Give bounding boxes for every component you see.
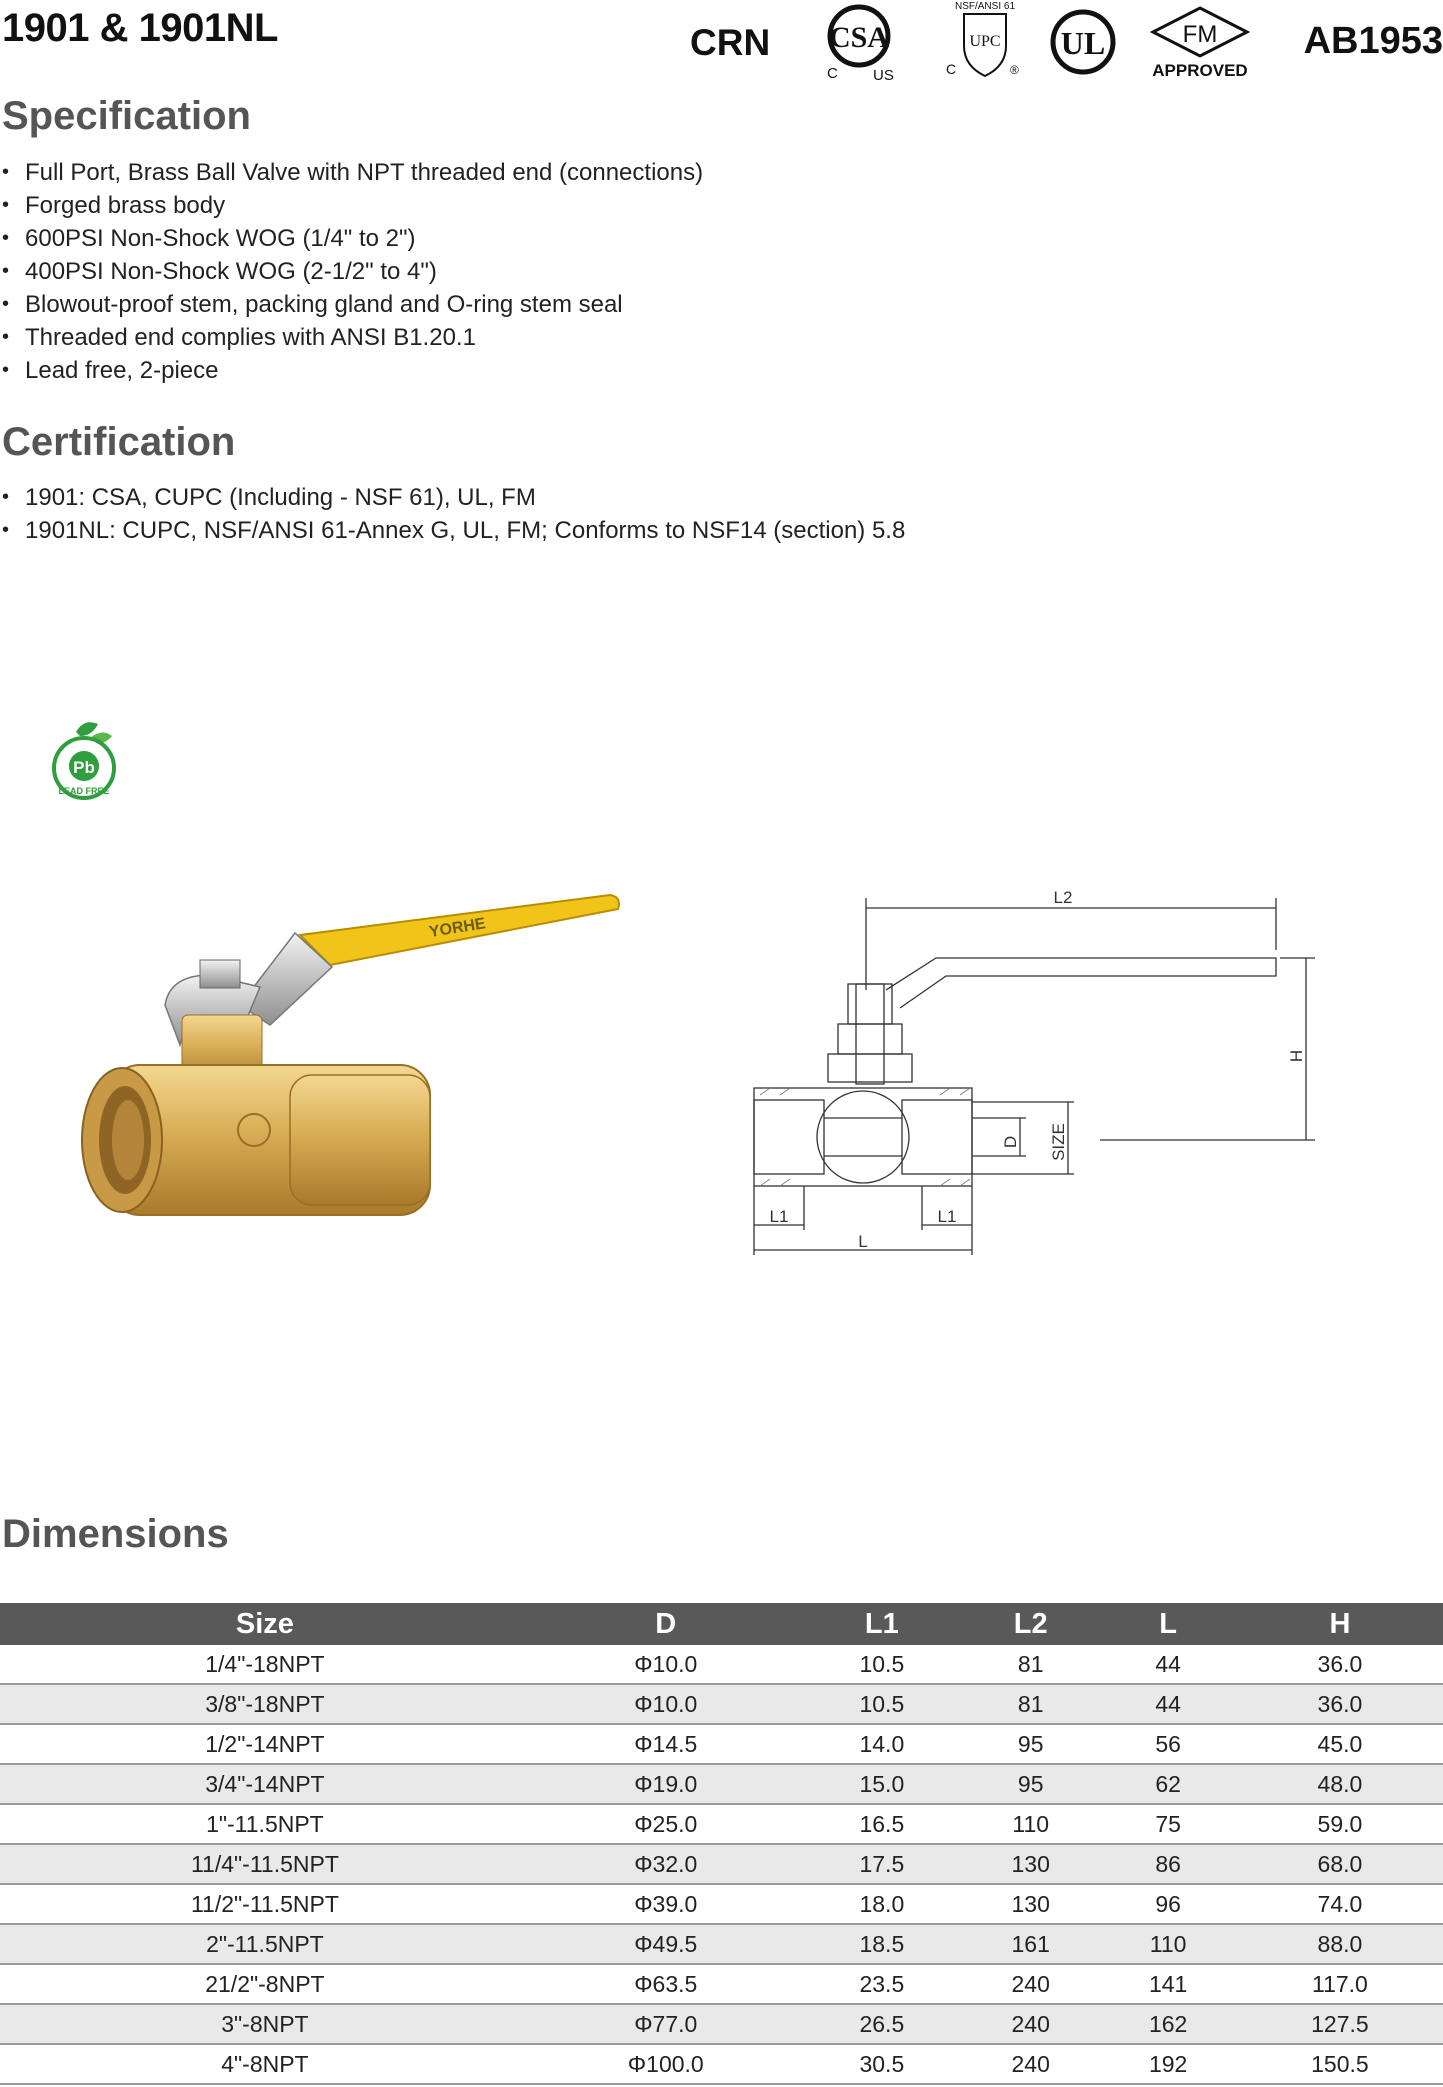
table-cell: 3/4"-14NPT: [0, 1764, 530, 1804]
table-cell: 10.5: [802, 1645, 962, 1684]
upc-c-label: C: [946, 61, 957, 77]
table-cell: 14.0: [802, 1724, 962, 1764]
column-header: L1: [802, 1603, 962, 1645]
fm-approved-logo-icon: [1145, 0, 1255, 85]
table-row: [0, 2004, 1443, 2044]
table-cell: 68.0: [1237, 1844, 1443, 1884]
certification-heading: Certification: [2, 420, 236, 464]
upc-r-label: ®: [1010, 63, 1019, 77]
table-cell: 62: [1099, 1764, 1236, 1804]
list-item: • Forged brass body: [0, 189, 703, 222]
table-cell: 1"-11.5NPT: [0, 1804, 530, 1844]
table-cell: 130: [962, 1844, 1099, 1884]
table-cell: 95: [962, 1724, 1099, 1764]
table-cell: 88.0: [1237, 1924, 1443, 1964]
table-cell: 1/2"-14NPT: [0, 1724, 530, 1764]
table-row: [0, 1964, 1443, 2004]
ul-logo-icon: [1045, 0, 1125, 85]
table-cell: 48.0: [1237, 1764, 1443, 1804]
crn-logo: CRN: [690, 22, 771, 63]
lead-free-text: LEAD FREE: [58, 786, 110, 796]
table-cell: 56: [1099, 1724, 1236, 1764]
table-cell: 130: [962, 1884, 1099, 1924]
table-cell: 192: [1099, 2044, 1236, 2084]
table-cell: 18.5: [802, 1924, 962, 1964]
table-cell: 75: [1099, 1804, 1236, 1844]
column-header: D: [530, 1603, 802, 1645]
table-cell: 17.5: [802, 1844, 962, 1884]
list-item: • 1901NL: CUPC, NSF/ANSI 61-Annex G, UL, FM; Conforms to NSF14 (section) 5.8: [0, 514, 905, 547]
table-cell: 110: [1099, 1924, 1236, 1964]
list-item: • 600PSI Non-Shock WOG (1/4" to 2"): [0, 222, 703, 255]
csa-c-label: C: [827, 65, 838, 82]
table-cell: 15.0: [802, 1764, 962, 1804]
table-cell: 11/4"-11.5NPT: [0, 1844, 530, 1884]
table-cell: 81: [962, 1684, 1099, 1724]
table-cell: 44: [1099, 1684, 1236, 1724]
table-cell: 81: [962, 1645, 1099, 1684]
table-row: [0, 1724, 1443, 1764]
table-cell: 44: [1099, 1645, 1236, 1684]
table-cell: 10.5: [802, 1684, 962, 1724]
list-item: • Blowout-proof stem, packing gland and O-ring stem seal: [0, 288, 703, 321]
fm-approved-label: APPROVED: [1152, 61, 1248, 80]
lead-free-symbol: Pb: [73, 758, 95, 777]
handle-brand-text: YORHE: [427, 915, 487, 941]
table-cell: 59.0: [1237, 1804, 1443, 1844]
drawing-label-h: H: [1287, 1049, 1306, 1063]
ul-logo-text: UL: [1060, 25, 1106, 61]
table-cell: 2"-11.5NPT: [0, 1924, 530, 1964]
table-cell: 127.5: [1237, 2004, 1443, 2044]
table-cell: 117.0: [1237, 1964, 1443, 2004]
column-header: Size: [0, 1603, 530, 1645]
csa-logo-icon: [823, 0, 903, 85]
lead-free-badge-icon: [46, 720, 126, 805]
table-cell: 21/2"-8NPT: [0, 1964, 530, 2004]
table-cell: Φ32.0: [530, 1844, 802, 1884]
table-cell: 1/4"-18NPT: [0, 1645, 530, 1684]
list-item: • Lead free, 2-piece: [0, 354, 703, 387]
ball-valve-photo-icon: [70, 875, 630, 1235]
table-cell: 240: [962, 2044, 1099, 2084]
table-row: [0, 1844, 1443, 1884]
table-cell: 141: [1099, 1964, 1236, 2004]
table-cell: 86: [1099, 1844, 1236, 1884]
table-cell: 30.5: [802, 2044, 962, 2084]
table-cell: 36.0: [1237, 1684, 1443, 1724]
table-cell: Φ19.0: [530, 1764, 802, 1804]
specification-list: [0, 156, 703, 387]
table-cell: 45.0: [1237, 1724, 1443, 1764]
table-cell: Φ63.5: [530, 1964, 802, 2004]
table-cell: Φ39.0: [530, 1884, 802, 1924]
table-cell: 3/8"-18NPT: [0, 1684, 530, 1724]
dimensions-heading: Dimensions: [2, 1512, 229, 1556]
dimensions-table: [0, 1603, 1443, 2085]
drawing-label-d: D: [1001, 1135, 1020, 1149]
certification-list: [0, 481, 905, 547]
column-header: H: [1237, 1603, 1443, 1645]
table-cell: 26.5: [802, 2004, 962, 2044]
table-cell: 162: [1099, 2004, 1236, 2044]
column-header: L2: [962, 1603, 1099, 1645]
table-cell: 11/2"-11.5NPT: [0, 1884, 530, 1924]
table-cell: 96: [1099, 1884, 1236, 1924]
table-cell: Φ100.0: [530, 2044, 802, 2084]
table-cell: 23.5: [802, 1964, 962, 2004]
table-cell: 18.0: [802, 1884, 962, 1924]
list-item: • Full Port, Brass Ball Valve with NPT threaded end (connections): [0, 156, 703, 189]
table-cell: Φ10.0: [530, 1684, 802, 1724]
drawing-label-size: SIZE: [1049, 1123, 1068, 1161]
csa-logo-text: CSA: [828, 21, 890, 54]
table-cell: 95: [962, 1764, 1099, 1804]
csa-us-label: US: [873, 67, 894, 84]
drawing-label-l: L: [858, 1232, 868, 1251]
table-cell: Φ10.0: [530, 1645, 802, 1684]
table-row: [0, 1684, 1443, 1724]
upc-nsf-label: NSF/ANSI 61: [954, 1, 1016, 12]
table-row: [0, 1645, 1443, 1684]
list-item: • 400PSI Non-Shock WOG (2-1/2" to 4"): [0, 255, 703, 288]
upc-logo-icon: [942, 0, 1028, 85]
drawing-label-l1-right: L1: [937, 1207, 957, 1226]
table-cell: Φ14.5: [530, 1724, 802, 1764]
page-title: 1901 & 1901NL: [2, 6, 278, 50]
dimension-drawing: [740, 880, 1340, 1260]
list-item: • 1901: CSA, CUPC (Including - NSF 61), UL, FM: [0, 481, 905, 514]
column-header: L: [1099, 1603, 1236, 1645]
list-item: • Threaded end complies with ANSI B1.20.1: [0, 321, 703, 354]
table-cell: 16.5: [802, 1804, 962, 1844]
table-cell: 240: [962, 1964, 1099, 2004]
table-cell: 150.5: [1237, 2044, 1443, 2084]
table-cell: Φ77.0: [530, 2004, 802, 2044]
drawing-label-l1-left: L1: [769, 1207, 789, 1226]
table-cell: 110: [962, 1804, 1099, 1844]
table-row: [0, 1764, 1443, 1804]
specification-heading: Specification: [2, 94, 251, 138]
table-row: [0, 1924, 1443, 1964]
fm-logo-text: FM: [1182, 21, 1218, 48]
certification-logos: [680, 0, 1443, 90]
table-cell: 36.0: [1237, 1645, 1443, 1684]
table-cell: 4"-8NPT: [0, 2044, 530, 2084]
table-row: [0, 1884, 1443, 1924]
table-row: [0, 2044, 1443, 2084]
table-cell: 161: [962, 1924, 1099, 1964]
table-row: [0, 1804, 1443, 1844]
drawing-label-l2: L2: [1053, 888, 1073, 907]
upc-logo-text: UPC: [969, 33, 1001, 50]
table-cell: 3"-8NPT: [0, 2004, 530, 2044]
table-cell: 74.0: [1237, 1884, 1443, 1924]
table-cell: Φ49.5: [530, 1924, 802, 1964]
table-header-row: [0, 1603, 1443, 1645]
table-cell: 240: [962, 2004, 1099, 2044]
table-cell: Φ25.0: [530, 1804, 802, 1844]
dimensions-table-body: [0, 1645, 1443, 2084]
ab1953-logo: AB1953: [1303, 20, 1443, 62]
